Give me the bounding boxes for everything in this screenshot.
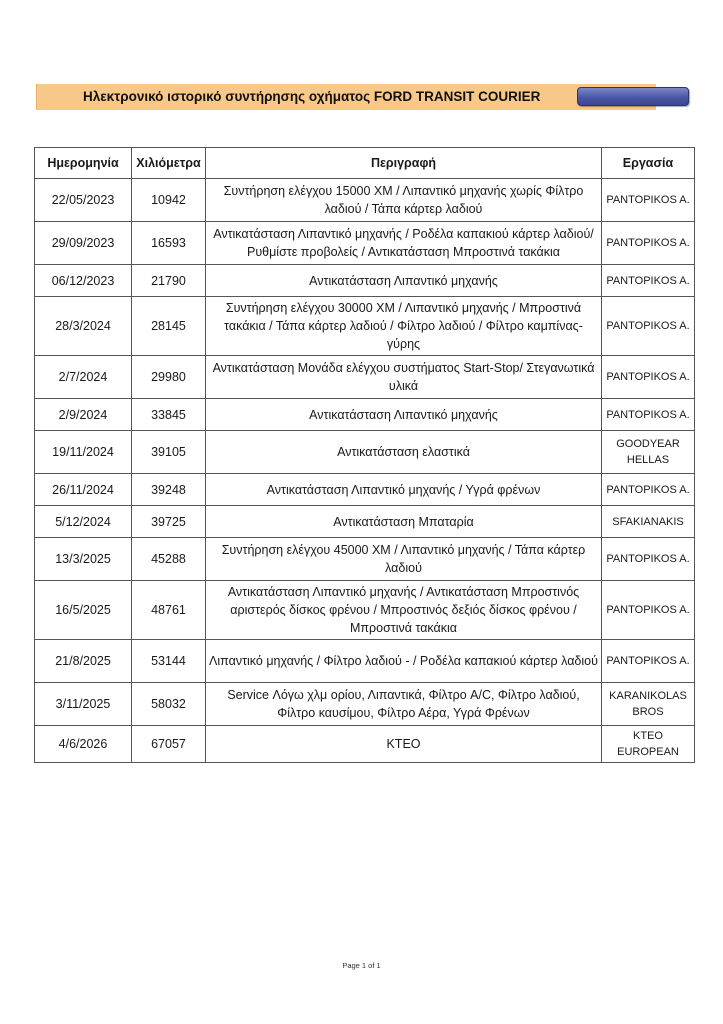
row-garage: PANTOPIKOS A.: [602, 581, 695, 640]
row-km: 48761: [132, 581, 206, 640]
row-date: 29/09/2023: [35, 222, 132, 265]
row-description: Αντικατάσταση Λιπαντικό μηχανής / Ροδέλα καπακιού κάρτερ λαδιού/Ρυθμίστε προβολείς / Αντικατάσταση Μπροστινά τακάκια: [206, 222, 602, 265]
row-garage: KTEO EUROPEAN: [602, 726, 695, 763]
row-description: Αντικατάσταση Λιπαντικό μηχανής: [206, 399, 602, 431]
row-km: 16593: [132, 222, 206, 265]
row-description: Αντικατάσταση Λιπαντικό μηχανής: [206, 265, 602, 297]
row-date: 2/9/2024: [35, 399, 132, 431]
table-row: [35, 399, 695, 431]
row-date: 4/6/2026: [35, 726, 132, 763]
row-date: 5/12/2024: [35, 506, 132, 538]
table-row: [35, 683, 695, 726]
row-km: 39725: [132, 506, 206, 538]
document-title: Ηλεκτρονικό ιστορικό συντήρησης οχήματος FORD TRANSIT COURIER: [83, 89, 541, 104]
row-date: 3/11/2025: [35, 683, 132, 726]
row-date: 28/3/2024: [35, 297, 132, 356]
row-km: 10942: [132, 179, 206, 222]
table-row: [35, 356, 695, 399]
header-garage: Εργασία: [602, 148, 695, 179]
row-date: 13/3/2025: [35, 538, 132, 581]
row-date: 06/12/2023: [35, 265, 132, 297]
row-km: 29980: [132, 356, 206, 399]
title-band: [36, 84, 656, 110]
header-km: Χιλιόμετρα: [132, 148, 206, 179]
row-description: Αντικατάσταση Λιπαντικό μηχανής / Αντικατάσταση Μπροστινός αριστερός δίσκος φρένου / Μπροστινός δεξιός δίσκος φρένου / Μπροστινά τακάκια: [206, 581, 602, 640]
row-garage: PANTOPIKOS A.: [602, 474, 695, 506]
header-date: Ημερομηνία: [35, 148, 132, 179]
row-km: 58032: [132, 683, 206, 726]
table-row: [35, 222, 695, 265]
row-garage: PANTOPIKOS A.: [602, 222, 695, 265]
row-km: 67057: [132, 726, 206, 763]
row-description: Αντικατάσταση Μπαταρία: [206, 506, 602, 538]
table-row: [35, 431, 695, 474]
row-garage: PANTOPIKOS A.: [602, 297, 695, 356]
row-description: Αντικατάσταση Μονάδα ελέγχου συστήματος Start-Stop/ Στεγανωτικά υλικά: [206, 356, 602, 399]
header-description: Περιγραφή: [206, 148, 602, 179]
row-garage: GOODYEAR HELLAS: [602, 431, 695, 474]
row-date: 19/11/2024: [35, 431, 132, 474]
row-description: Service Λόγω χλμ ορίου, Λιπαντικά, Φίλτρο A/C, Φίλτρο λαδιού, Φίλτρο καυσίμου, Φίλτρο Αέρα, Υγρά Φρένων: [206, 683, 602, 726]
row-date: 22/05/2023: [35, 179, 132, 222]
row-km: 39248: [132, 474, 206, 506]
row-garage: PANTOPIKOS A.: [602, 538, 695, 581]
table-row: [35, 581, 695, 640]
table-row: [35, 179, 695, 222]
table-row: [35, 265, 695, 297]
page-footer: Page 1 of 1: [342, 961, 381, 970]
table-row: [35, 506, 695, 538]
table-row: [35, 726, 695, 763]
table-header-row: [35, 148, 695, 179]
row-date: 16/5/2025: [35, 581, 132, 640]
table-row: [35, 640, 695, 683]
row-garage: KARANIKOLAS BROS: [602, 683, 695, 726]
row-km: 21790: [132, 265, 206, 297]
maintenance-history-table: [34, 147, 695, 763]
table-row: [35, 538, 695, 581]
row-description: Αντικατάσταση ελαστικά: [206, 431, 602, 474]
row-description: Συντήρηση ελέγχου 45000 ΧΜ / Λιπαντικό μηχανής / Τάπα κάρτερ λαδιού: [206, 538, 602, 581]
row-description: ΚΤΕΟ: [206, 726, 602, 763]
row-garage: SFAKIANAKIS: [602, 506, 695, 538]
row-garage: PANTOPIKOS A.: [602, 640, 695, 683]
row-garage: PANTOPIKOS A.: [602, 399, 695, 431]
table-row: [35, 297, 695, 356]
row-description: Λιπαντικό μηχανής / Φίλτρο λαδιού - / Ροδέλα καπακιού κάρτερ λαδιού: [206, 640, 602, 683]
row-km: 45288: [132, 538, 206, 581]
row-description: Αντικατάσταση Λιπαντικό μηχανής / Υγρά φρένων: [206, 474, 602, 506]
row-description: Συντήρηση ελέγχου 30000 ΧΜ / Λιπαντικό μηχανής / Μπροστινά τακάκια / Τάπα κάρτερ λαδιού / Φίλτρο λαδιού / Φίλτρο καμπίνας-γύρης: [206, 297, 602, 356]
row-garage: PANTOPIKOS A.: [602, 179, 695, 222]
row-garage: PANTOPIKOS A.: [602, 356, 695, 399]
row-km: 33845: [132, 399, 206, 431]
row-km: 28145: [132, 297, 206, 356]
row-date: 26/11/2024: [35, 474, 132, 506]
row-date: 2/7/2024: [35, 356, 132, 399]
row-date: 21/8/2025: [35, 640, 132, 683]
table-row: [35, 474, 695, 506]
redacted-plate-box: [577, 87, 689, 106]
row-km: 39105: [132, 431, 206, 474]
row-garage: PANTOPIKOS A.: [602, 265, 695, 297]
row-description: Συντήρηση ελέγχου 15000 ΧΜ / Λιπαντικό μηχανής χωρίς Φίλτρο λαδιού / Τάπα κάρτερ λαδιού: [206, 179, 602, 222]
row-km: 53144: [132, 640, 206, 683]
